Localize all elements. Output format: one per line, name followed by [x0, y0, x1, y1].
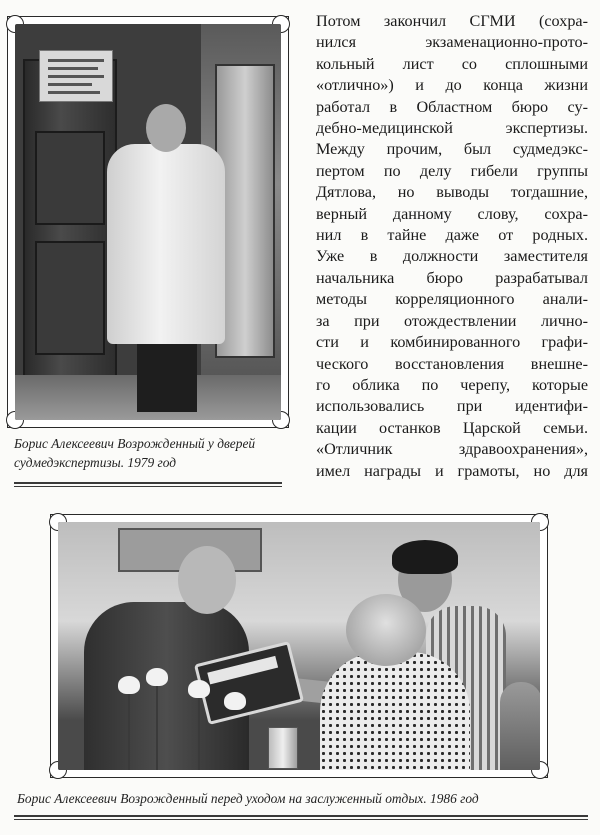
body-text-line: имел награды и грамоты, но для [316, 461, 588, 480]
photo-caption-top [14, 434, 294, 472]
photo-door [23, 59, 117, 393]
photo-glass [268, 727, 298, 769]
door-panel [35, 241, 105, 355]
door-panel [35, 131, 105, 225]
body-text-line: сти и комбинированного графи- [316, 333, 588, 352]
photo-flowers [108, 672, 248, 770]
flower [224, 692, 246, 710]
body-text-line: нил в тайне даже от родных. [316, 226, 588, 245]
flower [118, 676, 140, 694]
body-text-line: Потом закончил СГМИ (сохра- [316, 12, 588, 30]
caption-line: судмедэкспертизы. 1979 год [14, 455, 177, 470]
body-text-line: кации останков Царской семьи. [316, 418, 588, 437]
body-text-line: методы корреляционного анали- [316, 290, 588, 309]
photo-wall-sign [39, 50, 113, 102]
photo-man-head [146, 104, 186, 152]
photo-image [15, 24, 281, 420]
caption-line: Борис Алексеевич Возрожденный у дверей [14, 436, 256, 451]
body-text-line: Дятлова, но выводы тогдашние, [316, 183, 588, 202]
divider-rule [14, 486, 282, 487]
photo-woman-head [346, 594, 426, 666]
body-text-line: за при отождествлении лично- [316, 311, 588, 330]
body-text-line: нился экзаменационно-прото- [316, 33, 588, 52]
photo-man-legs [137, 340, 197, 412]
divider-rule [14, 815, 588, 817]
body-text-line: «отлично») и до конца жизни [316, 76, 588, 95]
body-text-line: го облика по черепу, которые [316, 375, 588, 394]
photo-third-man [500, 682, 540, 770]
body-text-line: работал в Областном бюро су- [316, 97, 588, 116]
body-text-line: ческого восстановления внешне- [316, 354, 588, 373]
divider-rule [14, 482, 282, 484]
body-text-line: дебно-медицинской экспертизы. [316, 119, 588, 138]
body-text-line: кольный лист со сплошными [316, 54, 588, 73]
photo-retirement [50, 514, 548, 778]
flower [188, 680, 210, 698]
body-text-line: начальника бюро разрабатывал [316, 268, 588, 287]
photo-caption-bottom: Борис Алексеевич Возрожденный перед уходом на заслуженный отдых. 1986 год [17, 791, 479, 806]
divider-rule [14, 819, 588, 820]
body-text-line: Между прочим, был судмедэкс- [316, 140, 588, 159]
photo-image [58, 522, 540, 770]
photo-man-white-coat [107, 144, 225, 344]
body-text-line: верный данному слову, сохра- [316, 204, 588, 223]
body-text-line: «Отличник здравоохранения», [316, 440, 588, 459]
photo-at-door [7, 16, 289, 428]
photo-second-man-hair [392, 540, 458, 574]
photo-man-head [178, 546, 236, 614]
body-text-column [316, 11, 588, 482]
body-text-line: пертом по делу гибели группы [316, 161, 588, 180]
flower [146, 668, 168, 686]
body-text-line: использовались при идентифи- [316, 397, 588, 416]
body-text-line: Уже в должности заместителя [316, 247, 588, 266]
photo-woman-dress [320, 652, 470, 770]
